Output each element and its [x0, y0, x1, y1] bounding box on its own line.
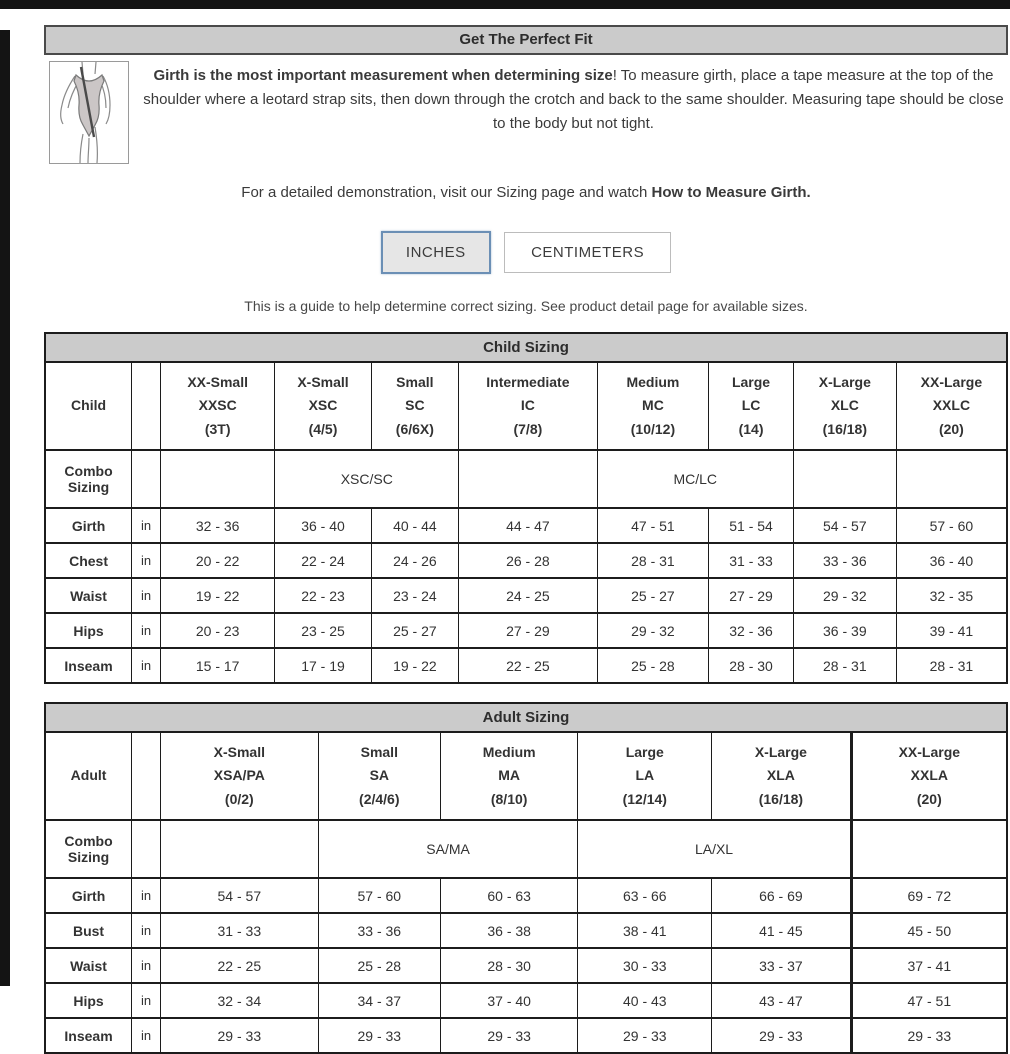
- size-range-cell: 54 - 57: [160, 878, 318, 913]
- column-header-line: (20): [938, 420, 964, 437]
- size-range-cell: 43 - 47: [712, 983, 851, 1018]
- size-range-cell: 30 - 33: [578, 948, 712, 983]
- unit-cell: in: [132, 508, 161, 543]
- combo-cell: XSC/SC: [275, 450, 459, 508]
- column-header-line: (12/14): [622, 790, 667, 807]
- column-header-line: X-Large: [754, 744, 807, 761]
- size-range-cell: 45 - 50: [851, 913, 1007, 948]
- row-label: Girth: [45, 508, 132, 543]
- combo-cell: [793, 450, 896, 508]
- adult-sizing-table-row-header: Adult: [45, 732, 132, 820]
- size-range-cell: 44 - 47: [459, 508, 598, 543]
- unit-cell: in: [132, 1018, 161, 1053]
- unit-cell: [132, 450, 161, 508]
- column-header-line: (2/4/6): [359, 790, 400, 807]
- column-header-line: (10/12): [630, 420, 676, 437]
- size-range-cell: 34 - 37: [318, 983, 440, 1018]
- child-table-container: [44, 332, 1008, 684]
- column-header: [371, 362, 459, 450]
- size-range-cell: 26 - 28: [459, 543, 598, 578]
- column-header: [440, 732, 578, 820]
- girth-intro-rest: ! To measure girth, place a tape measure at the top of the shoulder where a leotard strap sits, then down through the crotch and back to the same shoulder. Measuring tape should be close to the body but not tight.: [143, 67, 1004, 132]
- unit-header: [132, 362, 161, 450]
- size-range-cell: 57 - 60: [318, 878, 440, 913]
- column-header: [597, 362, 709, 450]
- size-range-cell: 15 - 17: [160, 648, 274, 683]
- inches-button[interactable]: INCHES: [381, 231, 491, 274]
- column-header: [160, 362, 274, 450]
- size-range-cell: 69 - 72: [851, 878, 1007, 913]
- column-header-line: (3T): [204, 420, 231, 437]
- combo-row-label: Combo Sizing: [45, 820, 132, 878]
- row-label: Hips: [45, 983, 132, 1018]
- adult-sizing-table: [44, 702, 1008, 1054]
- intro-section: [44, 61, 1008, 164]
- size-range-cell: 19 - 22: [160, 578, 274, 613]
- combo-cell: [160, 820, 318, 878]
- column-header-line: (7/8): [513, 420, 543, 437]
- combo-row-label: Combo Sizing: [45, 450, 132, 508]
- size-range-cell: 20 - 23: [160, 613, 274, 648]
- column-header-line: XX-Large: [898, 744, 961, 761]
- size-range-cell: 39 - 41: [896, 613, 1007, 648]
- demo-line-bold: How to Measure Girth.: [651, 184, 811, 201]
- row-label: Inseam: [45, 648, 132, 683]
- size-range-cell: 28 - 30: [709, 648, 794, 683]
- unit-cell: in: [132, 648, 161, 683]
- size-range-cell: 29 - 33: [440, 1018, 578, 1053]
- size-range-cell: 47 - 51: [851, 983, 1007, 1018]
- column-header: [459, 362, 598, 450]
- combo-cell: [896, 450, 1007, 508]
- size-range-cell: 19 - 22: [371, 648, 459, 683]
- combo-cell: SA/MA: [318, 820, 578, 878]
- size-range-cell: 37 - 40: [440, 983, 578, 1018]
- unit-cell: in: [132, 913, 161, 948]
- size-range-cell: 23 - 25: [275, 613, 371, 648]
- column-header-line: X-Small: [213, 744, 265, 761]
- size-range-cell: 33 - 36: [318, 913, 440, 948]
- column-header-line: LC: [741, 397, 761, 414]
- column-header: [160, 732, 318, 820]
- column-header-line: Small: [396, 374, 434, 391]
- size-range-cell: 33 - 36: [793, 543, 896, 578]
- size-range-cell: 31 - 33: [709, 543, 794, 578]
- column-header-line: (14): [738, 420, 764, 437]
- size-range-cell: 28 - 30: [440, 948, 578, 983]
- column-header-line: X-Large: [818, 374, 871, 391]
- size-range-cell: 27 - 29: [709, 578, 794, 613]
- unit-header: [132, 732, 161, 820]
- size-range-cell: 36 - 40: [896, 543, 1007, 578]
- size-range-cell: 28 - 31: [793, 648, 896, 683]
- size-range-cell: 25 - 27: [371, 613, 459, 648]
- column-header-line: XSC: [308, 397, 338, 414]
- column-header-line: MC: [642, 397, 664, 414]
- unit-toggle: [44, 231, 1008, 274]
- combo-cell: [459, 450, 598, 508]
- column-header-line: XX-Large: [920, 374, 983, 391]
- size-range-cell: 33 - 37: [712, 948, 851, 983]
- column-header-line: (6/6X): [395, 420, 434, 437]
- column-header-line: IC: [520, 397, 535, 414]
- size-range-cell: 32 - 35: [896, 578, 1007, 613]
- column-header-line: Small: [360, 744, 398, 761]
- left-border-bar: [0, 30, 10, 986]
- leotard-figure-icon: [50, 62, 128, 163]
- column-header-line: Large: [625, 744, 664, 761]
- girth-intro-paragraph: [44, 64, 1008, 136]
- girth-intro-bold: Girth is the most important measurement when determining size: [153, 67, 613, 84]
- size-range-cell: 22 - 24: [275, 543, 371, 578]
- row-label: Hips: [45, 613, 132, 648]
- column-header: [318, 732, 440, 820]
- size-range-cell: 63 - 66: [578, 878, 712, 913]
- column-header-line: (20): [916, 790, 942, 807]
- column-header: [851, 732, 1007, 820]
- child-sizing-table-title: Child Sizing: [45, 333, 1007, 362]
- column-header-line: SA: [369, 767, 390, 784]
- column-header-line: (16/18): [758, 790, 804, 807]
- size-range-cell: 22 - 23: [275, 578, 371, 613]
- column-header: [712, 732, 851, 820]
- size-range-cell: 29 - 32: [597, 613, 709, 648]
- row-label: Waist: [45, 948, 132, 983]
- leotard-girth-diagram-image: [49, 61, 129, 164]
- size-range-cell: 47 - 51: [597, 508, 709, 543]
- size-range-cell: 40 - 44: [371, 508, 459, 543]
- size-range-cell: 25 - 27: [597, 578, 709, 613]
- size-range-cell: 32 - 36: [709, 613, 794, 648]
- demo-line-text: For a detailed demonstration, visit our Sizing page and watch: [241, 184, 652, 201]
- size-range-cell: 60 - 63: [440, 878, 578, 913]
- centimeters-button[interactable]: CENTIMETERS: [504, 232, 671, 273]
- size-range-cell: 27 - 29: [459, 613, 598, 648]
- row-label: Inseam: [45, 1018, 132, 1053]
- unit-cell: in: [132, 983, 161, 1018]
- size-range-cell: 57 - 60: [896, 508, 1007, 543]
- sizing-guide-note: This is a guide to help determine correct sizing. See product detail page for available sizes.: [244, 298, 808, 314]
- size-range-cell: 37 - 41: [851, 948, 1007, 983]
- column-header-line: (8/10): [490, 790, 528, 807]
- column-header-line: Medium: [626, 374, 680, 391]
- size-range-cell: 29 - 33: [712, 1018, 851, 1053]
- column-header-line: XLC: [830, 397, 859, 414]
- size-range-cell: 29 - 33: [160, 1018, 318, 1053]
- size-range-cell: 31 - 33: [160, 913, 318, 948]
- size-range-cell: 66 - 69: [712, 878, 851, 913]
- size-range-cell: 36 - 39: [793, 613, 896, 648]
- column-header: [578, 732, 712, 820]
- size-range-cell: 17 - 19: [275, 648, 371, 683]
- combo-cell: [851, 820, 1007, 878]
- combo-cell: [160, 450, 274, 508]
- size-range-cell: 25 - 28: [597, 648, 709, 683]
- combo-cell: LA/XL: [578, 820, 851, 878]
- unit-cell: in: [132, 543, 161, 578]
- column-header-line: SC: [405, 397, 425, 414]
- size-range-cell: 22 - 25: [160, 948, 318, 983]
- column-header-line: Intermediate: [486, 374, 570, 391]
- size-range-cell: 36 - 38: [440, 913, 578, 948]
- size-range-cell: 23 - 24: [371, 578, 459, 613]
- row-label: Girth: [45, 878, 132, 913]
- size-range-cell: 24 - 26: [371, 543, 459, 578]
- size-range-cell: 32 - 36: [160, 508, 274, 543]
- combo-cell: MC/LC: [597, 450, 793, 508]
- top-border-bar: [0, 0, 1010, 9]
- adult-sizing-table-title: Adult Sizing: [45, 703, 1007, 732]
- column-header-line: Medium: [482, 744, 536, 761]
- adult-table-container: [44, 702, 1008, 1054]
- column-header-line: XSA/PA: [213, 767, 265, 784]
- unit-cell: in: [132, 578, 161, 613]
- column-header-line: LA: [635, 767, 655, 784]
- column-header-line: X-Small: [297, 374, 349, 391]
- size-range-cell: 29 - 33: [851, 1018, 1007, 1053]
- column-header-line: (0/2): [224, 790, 254, 807]
- unit-cell: in: [132, 948, 161, 983]
- page-title: Get The Perfect Fit: [44, 25, 1008, 55]
- column-header-line: Large: [731, 374, 771, 391]
- column-header-line: XLA: [766, 767, 795, 784]
- unit-cell: [132, 820, 161, 878]
- column-header-line: XXSC: [198, 397, 237, 414]
- size-range-cell: 24 - 25: [459, 578, 598, 613]
- column-header-line: XX-Small: [187, 374, 249, 391]
- size-range-cell: 28 - 31: [597, 543, 709, 578]
- size-range-cell: 32 - 34: [160, 983, 318, 1018]
- page-content: [44, 25, 1008, 1054]
- column-header-line: (4/5): [308, 420, 338, 437]
- column-header: [709, 362, 794, 450]
- demo-line: [44, 184, 1008, 201]
- size-range-cell: 40 - 43: [578, 983, 712, 1018]
- size-range-cell: 29 - 33: [318, 1018, 440, 1053]
- row-label: Bust: [45, 913, 132, 948]
- unit-cell: in: [132, 878, 161, 913]
- column-header: [896, 362, 1007, 450]
- column-header-line: MA: [498, 767, 521, 784]
- size-range-cell: 29 - 33: [578, 1018, 712, 1053]
- size-range-cell: 36 - 40: [275, 508, 371, 543]
- size-range-cell: 41 - 45: [712, 913, 851, 948]
- size-range-cell: 25 - 28: [318, 948, 440, 983]
- child-sizing-table: [44, 332, 1008, 684]
- column-header-line: XXLC: [932, 397, 971, 414]
- column-header: [793, 362, 896, 450]
- size-range-cell: 51 - 54: [709, 508, 794, 543]
- size-range-cell: 38 - 41: [578, 913, 712, 948]
- column-header-line: (16/18): [822, 420, 867, 437]
- size-range-cell: 28 - 31: [896, 648, 1007, 683]
- row-label: Chest: [45, 543, 132, 578]
- size-range-cell: 54 - 57: [793, 508, 896, 543]
- child-sizing-table-row-header: Child: [45, 362, 132, 450]
- column-header: [275, 362, 371, 450]
- unit-cell: in: [132, 613, 161, 648]
- column-header-line: XXLA: [910, 767, 948, 784]
- size-range-cell: 22 - 25: [459, 648, 598, 683]
- row-label: Waist: [45, 578, 132, 613]
- size-range-cell: 29 - 32: [793, 578, 896, 613]
- size-range-cell: 20 - 22: [160, 543, 274, 578]
